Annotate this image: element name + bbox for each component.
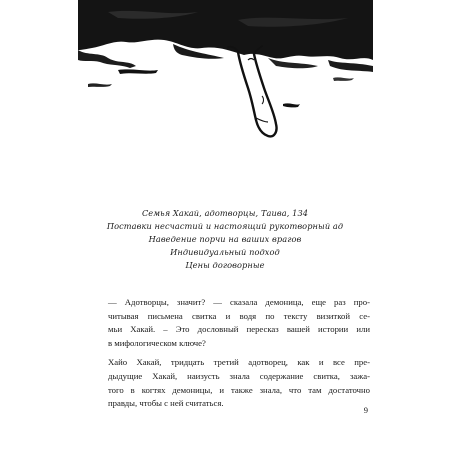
page-number: 9 bbox=[363, 405, 368, 415]
text-line: правды, чтобы с ней считаться. bbox=[108, 398, 224, 409]
paragraph-2 bbox=[95, 356, 370, 410]
paragraph-1 bbox=[95, 296, 370, 350]
text-line: читывая письмена свитка и водя по тексту визиткой се- bbox=[108, 310, 370, 321]
card-line-approach: Индивидуальный подход bbox=[170, 247, 280, 257]
text-line: Хайо Хакай, тридцать третий адотворец, как и все пре- bbox=[108, 357, 370, 368]
card-line-curses: Наведение порчи на ваших врагов bbox=[148, 234, 302, 244]
card-line-prices: Цены договорные bbox=[185, 260, 265, 270]
card-line-family: Семья Хакай, адотворцы, Таива, 134 bbox=[141, 208, 309, 218]
business-card-text bbox=[100, 207, 350, 272]
card-line-services: Поставки несчастий и настоящий рукотворный ад bbox=[106, 221, 344, 231]
text-line: того в когтях демоницы, и также знала, что там достаточно bbox=[108, 384, 370, 395]
text-line: в мифологическом ключе? bbox=[108, 337, 206, 348]
text-line: дыдущие Хакай, наизусть знала содержание свитка, зажа- bbox=[108, 370, 370, 381]
text-line: мьи Хакай. – Это дословный пересказ вашей истории или bbox=[108, 324, 370, 335]
body-text bbox=[95, 296, 370, 411]
text-line: — Адотворцы, значит? — сказала демоница, еще раз про- bbox=[108, 297, 370, 307]
ink-illustration-hand bbox=[78, 0, 373, 160]
